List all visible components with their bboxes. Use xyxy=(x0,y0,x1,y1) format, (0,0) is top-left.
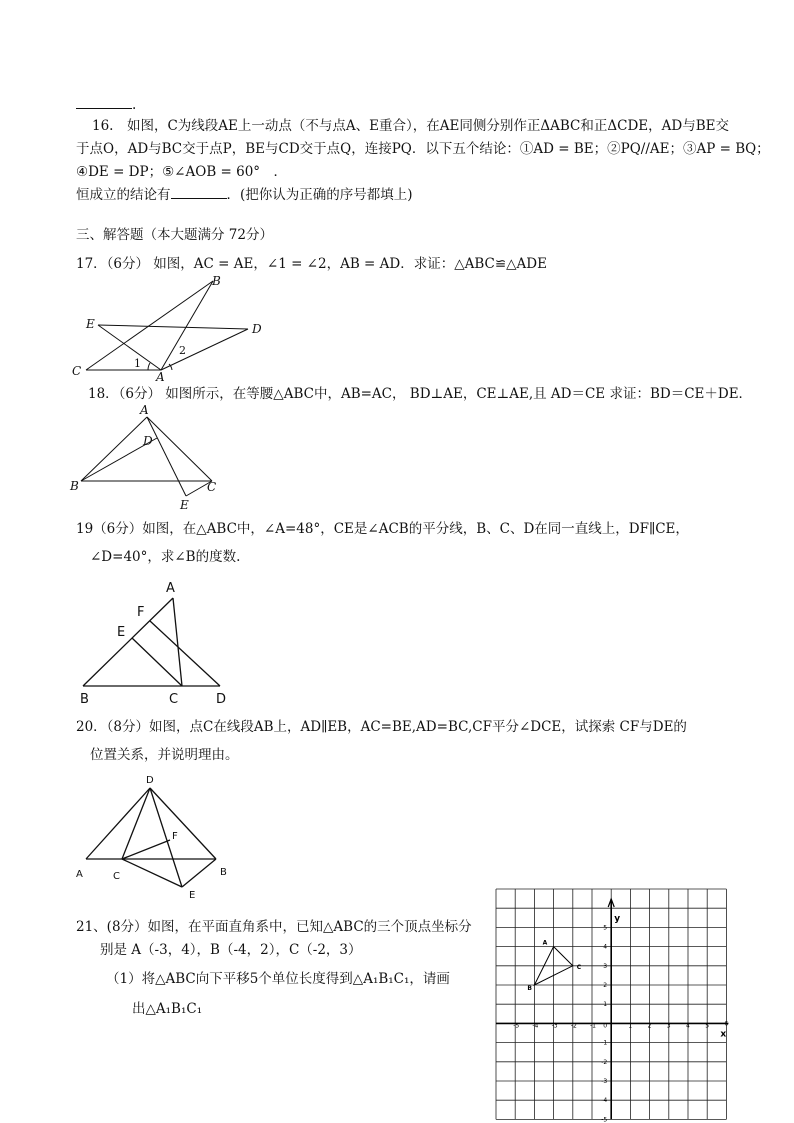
q20-label-A: A xyxy=(76,869,83,880)
x-axis-label: x xyxy=(720,1029,727,1040)
y-tick-label: 1 xyxy=(603,1001,608,1009)
y-tick-label: -3 xyxy=(601,1078,608,1085)
q17-label-B: B xyxy=(212,274,221,288)
q19-seg-BA xyxy=(83,598,173,686)
q17-seg-AB xyxy=(161,281,213,370)
y-tick-label: -5 xyxy=(601,1116,608,1123)
y-tick-label: -4 xyxy=(601,1097,608,1105)
q20-label-C: C xyxy=(113,871,120,882)
q17-seg-AD xyxy=(161,329,248,370)
q20-label-B: B xyxy=(220,867,227,878)
y-tick-label: 5 xyxy=(603,924,608,932)
q21-coordinate-grid xyxy=(494,887,730,1123)
q17-label-angle2: 2 xyxy=(179,344,186,357)
q20-line1: 20．（8分）如图，点C在线段AB上，AD∥EB，AC=BE,AD=BC,CF平分∠DCE，试探索 CF与DE的 xyxy=(76,719,687,735)
q19-line2: ∠D=40°，求∠B的度数. xyxy=(90,549,241,565)
x-tick-label: 4 xyxy=(686,1022,690,1030)
q19-seg-AC xyxy=(173,598,182,686)
q20-label-D: D xyxy=(146,775,154,786)
vertex-label-B: B xyxy=(527,985,532,992)
x-tick-label: -4 xyxy=(532,1022,539,1030)
q20-label-E: E xyxy=(189,890,196,901)
x-tick-label: -5 xyxy=(513,1022,520,1030)
q21-line1: 21、(8分）如图，在平面直角系中，已知△ABC的三个顶点坐标分 xyxy=(76,919,472,935)
q20-label-F: F xyxy=(172,831,178,842)
q19-label-B: B xyxy=(80,692,89,707)
vertex-label-C: C xyxy=(576,963,582,971)
q18-seg-AE xyxy=(147,417,186,496)
q19-figure xyxy=(70,576,240,708)
q20-seg-CD xyxy=(122,788,150,859)
q16-line3: ④DE = DP；⑤∠AOB = 60° ． xyxy=(76,164,288,180)
q16-line1: 16. 如图，C为线段AE上一动点（不与点A、E重合），在AE同侧分别作正ΔABC和正ΔCDE，AD与BE交 xyxy=(92,118,729,134)
q18-label-E: E xyxy=(180,498,189,512)
y-tick-label: 2 xyxy=(603,982,608,989)
q19-label-D: D xyxy=(216,692,227,707)
q20-seg-CE xyxy=(122,859,182,887)
q17-seg-ED xyxy=(98,325,248,329)
x-tick-label: -3 xyxy=(551,1022,558,1030)
q18-label-D: D xyxy=(143,434,153,448)
y-tick-label: -2 xyxy=(601,1058,608,1066)
q17-text: 17．（6分） 如图，AC = AE，∠1 = ∠2，AB = AD．求证：△ABC≌△ADE xyxy=(76,256,547,272)
prev-answer-blank-line: . xyxy=(76,96,136,114)
q17-label-E: E xyxy=(86,317,95,331)
section-heading: 三、解答题（本大题满分 72分） xyxy=(76,227,273,243)
x-tick-label: 6 xyxy=(724,1020,729,1028)
x-tick-label: 0 xyxy=(603,1022,608,1030)
q19-seg-CE xyxy=(132,638,182,686)
q18-seg-AC xyxy=(147,417,212,481)
q19-label-F: F xyxy=(137,605,145,620)
q16-line4: 恒成立的结论有 ．(把你认为正确的序号都填上) xyxy=(76,187,413,203)
x-tick-label: 1 xyxy=(628,1022,633,1030)
grid-axes xyxy=(496,899,728,1119)
q19-label-E: E xyxy=(117,625,126,640)
q20-figure xyxy=(70,770,240,900)
q19-line1: 19（6分）如图，在△ABC中，∠A=48°，CE是∠ACB的平分线，B、C、D在同一直线上，DF∥CE， xyxy=(76,521,689,537)
q21-line2: 别是 A（-3，4），B（-4，2），C（-2，3） xyxy=(100,942,362,958)
q20-line2: 位置关系，并说明理由。 xyxy=(90,747,239,763)
q18-label-B: B xyxy=(70,479,79,493)
x-tick-label: 5 xyxy=(705,1022,710,1030)
answer-blank xyxy=(76,96,132,109)
q16-answer-blank xyxy=(171,186,227,199)
x-tick-label: 3 xyxy=(666,1022,671,1030)
q17-seg-EA xyxy=(98,325,161,370)
q17-angle1-arc xyxy=(148,363,150,370)
q18-label-A: A xyxy=(140,403,149,417)
y-tick-label: 4 xyxy=(603,943,608,951)
q18-label-C: C xyxy=(207,480,217,494)
x-tick-label: -2 xyxy=(570,1022,577,1030)
y-tick-label: 3 xyxy=(603,962,608,970)
q18-figure xyxy=(66,403,232,511)
q16-line2: 于点O，AD与BC交于点P，BE与CD交于点Q，连接PQ．以下五个结论：①AD = BE；②PQ//AE；③AP = BQ； xyxy=(76,141,770,157)
q17-label-A: A xyxy=(156,370,165,384)
q19-label-C: C xyxy=(169,692,179,707)
q20-seg-EB xyxy=(182,859,216,887)
x-tick-label: -1 xyxy=(590,1022,596,1030)
q19-label-A: A xyxy=(166,581,175,596)
y-axis-label: y xyxy=(614,914,621,924)
q17-label-angle1: 1 xyxy=(134,357,141,370)
y-tick-label: -1 xyxy=(601,1039,608,1047)
q20-seg-DB xyxy=(150,788,216,859)
q21-line4: 出△A₁B₁C₁ xyxy=(132,1001,203,1017)
q17-label-C: C xyxy=(72,364,82,378)
q20-seg-AD xyxy=(86,788,150,859)
vertex-label-A: A xyxy=(542,939,548,947)
q18-text: 18．（6分） 如图所示，在等腰△ABC中，AB=AC， BD⊥AE，CE⊥AE,且 AD＝CE 求证：BD＝CE＋DE． xyxy=(88,386,753,402)
q20-seg-CF xyxy=(122,840,170,859)
q21-line3: （1）将△ABC向下平移5个单位长度得到△A₁B₁C₁，请画 xyxy=(106,971,450,987)
q19-seg-DF xyxy=(150,621,220,686)
x-tick-label: 2 xyxy=(647,1022,652,1030)
q17-figure xyxy=(68,274,278,384)
q17-label-D: D xyxy=(252,322,262,336)
